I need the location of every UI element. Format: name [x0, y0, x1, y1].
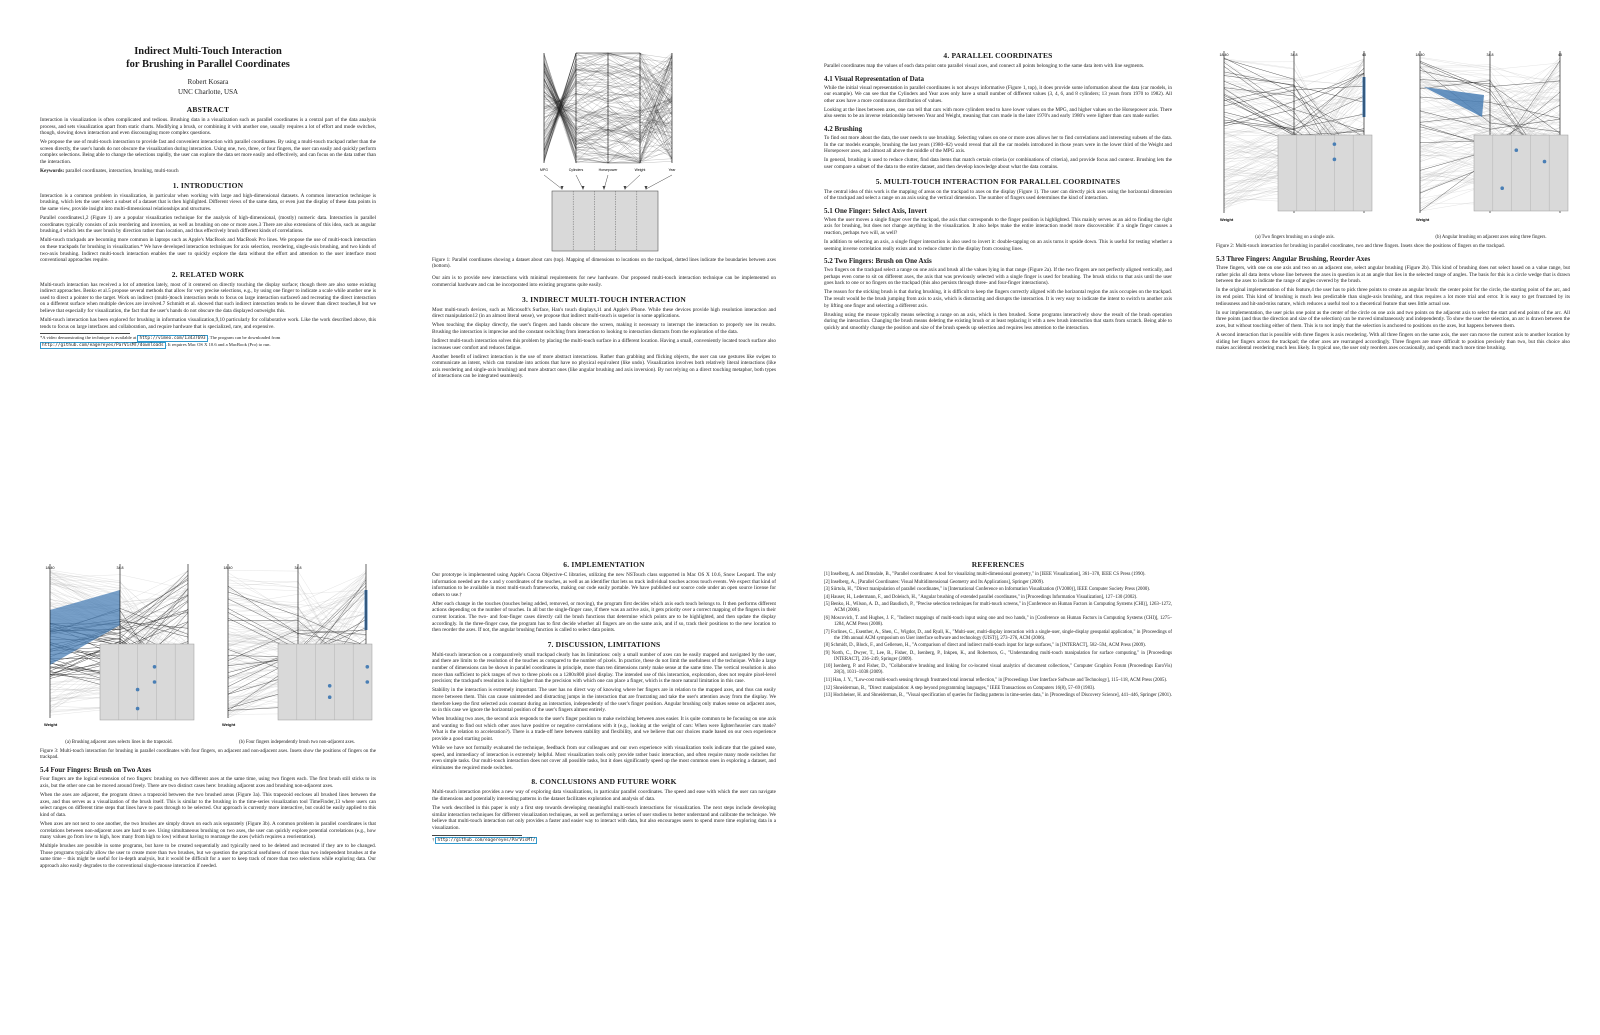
- page-6: [400, 518, 800, 1035]
- finger-position: [153, 680, 157, 684]
- figure-2b-caption: (b) Angular brushing on adjacent axes using three fingers.: [1435, 235, 1547, 240]
- finger-position: [1500, 186, 1504, 190]
- figure-2-caption: Figure 2: Multi-touch interaction for brushing in parallel coordinates, two and three fingers. Insets show the positions of fingers on the trackpad.: [1216, 244, 1505, 249]
- weight-axis-label: Weight: [1416, 217, 1430, 222]
- body-paragraph: Another benefit of indirect interaction is the use of more abstract interactions. Rather than grabbing and flicking objects, the user can use gestures like swipes to communicate an intent, which can translate into actions that have no physical equivalent (like undo). Visualization involves both relatively literal interactions (like axis reordering and single-axis brushing) and more abstract ones (like angular brushing and axis inversion). By not relying on a direct touching metaphor, both types of interactions can be integrated seamlessly.: [432, 353, 776, 380]
- mapping-arrow: [646, 175, 672, 189]
- body-paragraph: Most multi-touch devices, such as Microsoft's Surface, Han's touch displays,11 and Apple's iPhone. While these devices provide high resolution interaction and direct manipulation12 (in an almost literal sense), we propose that indirect multi-touch is superior in some applications.: [432, 306, 776, 320]
- references-heading: REFERENCES: [971, 560, 1025, 569]
- source-code-link[interactable]: http://github.com/eagereyes/ParVisMT/: [437, 837, 536, 843]
- figure-2: [1216, 45, 1570, 241]
- finger-position: [1543, 160, 1547, 164]
- arrow-head: [582, 186, 585, 190]
- axis-label: MPG: [540, 168, 548, 172]
- author: Robert Kosara: [187, 78, 229, 86]
- figure-3: [40, 558, 376, 746]
- subsection-heading: 4.2 Brushing: [824, 125, 863, 134]
- weight-axis-label: Weight: [1220, 217, 1234, 222]
- mapping-arrow: [544, 175, 562, 189]
- body-paragraph: Indirect multi-touch interaction solves this problem by placing the multi-touch surface in a different location. Having a small, conveniently located touch surface also increases user comfort and reduces fatigue.: [432, 337, 776, 351]
- abstract-paragraph: Interaction in visualization is often complicated and tedious. Brushing data in a visualization such as parallel coordinates is a central part of the data analysis process, and sets visualization apart from static charts. Modifying a brush, or combining it with another one, usually requires a lot of effort and mode switches, though, slowing down interaction and even discouraging more complex questions.: [40, 117, 376, 137]
- body-paragraph: Our aim is to provide new interactions with minimal requirements for new hardware. Our proposed multi-touch interaction technique can be implemented on commercial hardware and can be incorporated into existing programs quite easily.: [432, 275, 776, 288]
- figure-2b-graphic: [1412, 45, 1570, 235]
- reference-item: [8] Schmidt, D., Block, F., and Gellersen, H., "A comparison of direct and indirect multi-touch input for large surfaces," in [INTERACT], 582–594, ACM Press (2009).: [824, 643, 1146, 649]
- trackpad-inset: [278, 644, 372, 720]
- figure-1-caption: Figure 1: Parallel coordinates showing a dataset about cars (top). Mapping of dimensions to locations on the trackpad, dotted lines indicate the boundaries between axes (bottom).: [432, 258, 776, 270]
- body-paragraph: Multi-touch interaction provides a new way of exploring data visualizations, in particular parallel coordinates. The speed and ease with which the user can navigate the dimensions and potentially interesting patterns in the dataset facilitates exploration and analysis of data.: [432, 789, 776, 803]
- figure-2b: [1412, 45, 1570, 241]
- body-paragraph: To find out more about the data, the user needs to use brushing. Selecting values on one or more axes allows her to find correlations and interesting subsets of the data. In the car models example, brushing the last years (1980–82) would reveal that all the car models introduced in those years were in the lower third of the Weight and Horsepower axes, and almost all above the middle of the MPG axis.: [824, 135, 1172, 155]
- abstract-heading: ABSTRACT: [186, 105, 230, 114]
- body-paragraph: When axes are not next to one another, the two brushes are simply drawn on each axis separately (Figure 3b). A common problem in parallel coordinates is that correlations between non-adjacent axes are hard to see. Using simultaneous brushing on two axes, the user can quickly explore potential correlations (e.g., how many values go from low to high, how many from high to low) without having to rearrange the axes (which requires a reorientation).: [40, 820, 376, 841]
- footnote: *A video demonstrating the technique is available at http://vimeo.com/13437693 . The program can be downloaded from http://github.com/eagereyes/ParVisMT/downloads . It requires Mac OS X 10.6 and a MacBook (Pro) to run.: [40, 335, 281, 348]
- axis-label: 18.40: [45, 566, 55, 570]
- reference-item: [2] Inselberg, A., [Parallel Coordinates: Visual Multidimensional Geometry and Its Applications], Springer (2009).: [824, 579, 1045, 585]
- axis-label: 18.40: [1415, 53, 1425, 57]
- axis-label: 34.8: [1486, 53, 1494, 57]
- subsection-heading: 5.3 Three Fingers: Angular Brushing, Reorder Axes: [1216, 255, 1371, 264]
- body-paragraph: In general, brushing is used to reduce clutter, find data items that match certain criteria (or combinations of criteria), and provide focus and context. Brushing lets the user compare a subset of the data to the entire dataset, and then develop knowledge about what the data contains.: [824, 157, 1172, 170]
- reference-item: [13] Hochheiser, H. and Shneiderman, B., "Visual specification of queries for finding patterns in time-series data," in [Proceedings of Discovery Science], 441–446, Springer (2001).: [824, 693, 1172, 699]
- finger-position: [1333, 158, 1337, 162]
- body-paragraph: In our implementation, the user picks one point as the center of the circle on one axis and two points on the adjacent axis to select the start and end points of the arc. All three points (and thus the direction and size of the selection) can be moved simultaneously and independently. To show the user the selection, an arc is drawn between the axes, but without touching either of them. This is to not imply that the selection is anchored to positions on the axes, but happens between them.: [1216, 309, 1570, 329]
- finger-position: [328, 684, 332, 688]
- reference-item: [3] Siirtola, H., "Direct manipulation of parallel coordinates," in [International Conference on Information Visualization (IV2000)], IEEE Computer Society Press (2000).: [824, 587, 1151, 593]
- section-heading: 7. DISCUSSION, LIMITATIONS: [547, 639, 661, 649]
- trackpad-inset: [100, 644, 194, 720]
- body-paragraph: The reason for the sticking brush is that during brushing, it is difficult to keep the fingers correctly aligned with the horizontal region the axis occupies on the trackpad. The result would be the brush jumping from axis to axis, which is distracting and disrupts the interaction. It is very easy to indicate the intent to switch to another axis by lifting one finger and selecting a different axis.: [824, 289, 1172, 309]
- arrow-head: [603, 186, 606, 190]
- body-paragraph: Parallel coordinates map the values of each data point onto parallel visual axes, and connect all points belonging to the same data item with line segments.: [824, 63, 1145, 69]
- mapping-arrow: [625, 175, 640, 189]
- data-polyline: [228, 590, 366, 644]
- axis-label: Horsepower: [598, 168, 618, 172]
- section-heading: 6. IMPLEMENTATION: [563, 560, 645, 569]
- reference-item: [4] Hauser, H., Ledermann, F., and Doleisch, H., "Angular brushing of extended parallel coordinates," in [Proceedings Information Visualization], 127–130 (2002).: [824, 594, 1138, 600]
- finger-position: [366, 665, 370, 669]
- figure-3b-graphic: [218, 558, 376, 740]
- page-2: [400, 0, 800, 517]
- reference-list: [824, 572, 1172, 699]
- page-3: [800, 0, 1200, 517]
- video-link[interactable]: http://vimeo.com/13437693: [139, 336, 206, 342]
- abstract-paragraph: We propose the use of multi-touch interaction to provide fast and convenient interaction with parallel coordinates. By using a multi-touch trackpad rather than the screen directly, the user's hands do not obscure the visualization during interaction. Using one, two, three, or four fingers, the user can easily and quickly perform complex selections. Being able to change the selections rapidly, the user can explore the data set more easily and effectively, and can focus on the data rather than the interaction.: [40, 139, 376, 166]
- data-polyline: [50, 575, 188, 590]
- figure-3-caption: Figure 3: Multi-touch interaction for brushing in parallel coordinates with four fingers, on adjacent and non-adjacent axes. Insets show the positions of fingers on the trackpad.: [40, 749, 376, 761]
- body-paragraph: Three fingers, with one on one axis and two on an adjacent one, select angular brushing (Figure 2b). This kind of brushing does not select based on a value range, but rather picks all data items whose line between the axes in question is at an angle that lies in the selected range of angles. The basis for this is a circle wedge that is drawn between the axes to indicate the range of angles covered by the brush.: [1216, 265, 1570, 285]
- axis-label: 18.40: [223, 566, 233, 570]
- finger-position: [328, 695, 332, 699]
- figure-3a: [40, 558, 198, 746]
- section-heading: 8. CONCLUSIONS AND FUTURE WORK: [531, 777, 677, 787]
- body-paragraph: Interaction is a common problem in visualization, in particular when working with large and high-dimensional datasets. A common interaction technique is brushing, which lets the user select a subset of a dataset that is then highlighted. Different views of the same data, or even just the display of these data points in the same view, provide insight into multi-dimensional relationships and structures.: [40, 192, 376, 212]
- axis-label: 34.8: [294, 566, 302, 570]
- section-heading: 1. INTRODUCTION: [172, 180, 244, 190]
- body-paragraph: The central idea of this work is the mapping of areas on the trackpad to axes on the display (Figure 1). The user can directly pick axes using the horizontal dimension of the trackpad and select a range on an axis using the vertical dimension. The number of fingers used determines the kind of interaction.: [824, 188, 1172, 202]
- body-paragraph: Parallel coordinates1,2 (Figure 1) are a popular visualization technique for the analysis of high-dimensional, (mostly) numeric data. Interaction in parallel coordinates typically consists of axis reordering and inversion, as well as brushing on one or more axes.3 There are also extensions of this idea, such as angular brushing,4 which lets the user brush by direction rather than location, and thus effectively brush different kinds of correlations.: [40, 215, 376, 235]
- reference-item: [7] Forlines, C., Esenther, A., Shen, C., Wigdor, D., and Ryall, K., "Multi-user, multi-display interaction with a single-user, single-display geospatial application," in [Proceedings of the 19th annual ACM symposium on User interface software and technology (UIST)], 273–276, ACM (2006).: [824, 629, 1172, 641]
- footnote: † http://github.com/eagereyes/ParVisMT/: [432, 836, 536, 843]
- subsection-heading: 5.1 One Finger: Select Axis, Invert: [824, 206, 927, 215]
- body-paragraph: While the initial visual representation in parallel coordinates is not always informative (Figure 1, top), it does provide some information about the data (car models, in our example). We can see that the Cylinders and Year axes only have a small number of different values (3, 4, 6, and 8 cylinders; 13 years from 1970 to 1982). All other axes have a more continuous distribution of values.: [824, 84, 1172, 104]
- keywords: Keywords: parallel coordinates, interaction, brushing, multi-touch: [40, 168, 179, 175]
- subsection-heading: 4.1 Visual Representation of Data: [824, 74, 925, 83]
- body-paragraph: In the original implementation of this feature,4 the user has to pick three points to create an angular brush: the center point for the circle, the starting point of the arc, and its end point. This kind of brushing is much less predictable than single-axis brushing, and thus requires a lot more trial and error. It is easy to get frustrated by its tediousness and hit-and-miss nature, which reduces a useful tool to a theoretical feature that sees little actual use.: [1216, 287, 1570, 307]
- page-5: [0, 518, 400, 1035]
- mapping-arrows: [544, 175, 672, 190]
- finger-position: [366, 680, 370, 684]
- axis-label: 34.8: [116, 566, 124, 570]
- reference-item: [11] Han, J. Y., "Low-cost multi-touch sensing through frustrated total internal reflection," in [Proceedings User Interface Software and Technology], 115–118, ACM Press (2005).: [824, 677, 1168, 683]
- figure-2a-graphic: [1216, 45, 1374, 235]
- axis-label: Cylinders: [568, 168, 584, 172]
- affiliation: UNC Charlotte, USA: [177, 88, 239, 96]
- figure-1: [432, 45, 776, 255]
- body-paragraph: Multi-touch interaction on a comparatively small trackpad clearly has its limitations: only a small number of axes can be easily mapped and navigated by the user, and there are limits to the resolution of the touches as compared to the number of pixels. In practice, these do not limit the usefulness of the technique. While a large number of dimensions can be shown in parallel coordinates in principle, more than ten dimensions rarely make sense at the same time. The vertical resolution is also more than sufficient to pick ranges of two to three pixels on a 1280x800 pixel display. The intended use of this interaction, exploration, does not require pixel-level precision; the trackpad's resolution is also higher than the precision with which one can place a finger, which is the more natural limitation in this case.: [432, 651, 776, 685]
- body-paragraph: Looking at the lines between axes, one can tell that cars with more cylinders tend to have lower values on the MPG, and higher values on the Horsepower axis. There also seems to be an inverse relationship between Year and Weight, meaning that cars made in the later 1970's and early 1980's were lighter than cars made earlier.: [824, 106, 1172, 120]
- finger-position: [153, 665, 157, 669]
- reference-item: [5] Benko, H., Wilson, A. D., and Baudisch, P., "Precise selection techniques for multi-touch screens," in [Conference on Human Factors in Computing Systems (CHI)], 1263–1272, ACM (2006).: [824, 602, 1172, 614]
- figure-2a: [1216, 45, 1374, 241]
- finger-position: [1515, 148, 1519, 152]
- trackpad-inset: [1278, 135, 1372, 211]
- figure-3a-caption: (a) Brushing adjacent axes selects lines in the trapezoid.: [65, 740, 173, 745]
- body-paragraph: The work described in this paper is only a first step towards developing meaningful multi-touch interactions for visualization. The next steps include developing similar interaction techniques for different visualization techniques, as well as performing a series of user studies to better understand and calibrate the technique. We believe that multi-touch interaction not only provides a faster and easier way to interact with data, but also encourages users to spend more time exploring data in a visualization.: [432, 805, 776, 831]
- paper-title: Indirect Multi-Touch Interaction for Brushing in Parallel Coordinates: [126, 46, 290, 70]
- body-paragraph: In addition to selecting an axis, a single finger interaction is also used to invert it: double-tapping on an axis turns it upside down. This is useful for testing whether a seeming inverse correlation really exists and to reduce clutter in the display from crossing lines.: [824, 239, 1172, 252]
- body-paragraph: When the axes are adjacent, the program draws a trapezoid between the two brushed areas (Figure 3a). This trapezoid encloses all brushed lines between the axes, and thus serves as a visualization of the brush itself. This is similar to the brushing in the time-series visualization tool TimeFinder,13 where users can select ranges on different time steps that lines have to pass through to be selected. Our approach is currently more interactive, but could be easily applied to this kind of data.: [40, 792, 376, 818]
- axis-label: 34.8: [1290, 53, 1298, 57]
- figure-3b: [218, 558, 376, 746]
- figure-3b-caption: (b) Four fingers independently brush two non-adjacent axes.: [239, 740, 355, 745]
- body-paragraph: Brushing using the mouse typically means selecting a range on an axis, which is then brushed. Some programs interactively show the result of the brush operation during the interaction. Changing the brush means deleting the existing brush or at least replacing it with a new brush interaction that starts from scratch. Being able to quickly and smoothly change the position and size of the brush speeds up selection and requires less attention to the interaction.: [824, 311, 1172, 331]
- finger-position: [136, 707, 140, 711]
- body-paragraph: When touching the display directly, the user's fingers and hands obscure the screen, making it necessary to interrupt the interaction to properly see its results. Brushing the interaction is imprecise and the constant switching from interaction to looking to interaction distracts from the exploration of the data.: [432, 322, 776, 335]
- body-paragraph: A second interaction that is possible with three fingers is axis reordering. With all three fingers on the same axis, the user can move the current axis to another location by sliding her fingers across the trackpad; the other axes are rearranged accordingly. Three fingers are more difficult to position precisely than two, but this choice also makes accidental reordering much less likely. In typical use, the user only reorders axes occasionally, and spends much more time brushing.: [1216, 332, 1570, 352]
- reference-item: [12] Shneiderman, B., "Direct manipulation: A step beyond programming languages," IEEE Transactions on Computers 16(8), 57–69 (1983).: [824, 685, 1096, 691]
- figure-3a-graphic: [40, 558, 198, 740]
- reference-item: [10] Isenberg, P. and Fisher, D., "Collaborative brushing and linking for co-located visual analytics of document collections," Computer Graphics Forum (Proceedings EuroVis) 28(3), 1031–1038 (2009).: [824, 664, 1172, 676]
- axis-label: 45: [1558, 53, 1562, 57]
- page-7: [800, 518, 1200, 1035]
- weight-axis-label: Weight: [44, 722, 58, 727]
- reference-item: [9] North, C., Dwyer, T., Lee, B., Fisher, D., Isenberg, P., Inkpen, K., and Robertson, G., "Understanding multi-touch manipulation for surface computing," in [Proceedings INTERACT], 236–249, Springer (2009).: [824, 650, 1172, 662]
- axis-label: Weight: [634, 168, 646, 172]
- body-paragraph: Stability in the interaction is extremely important. The user has no direct way of knowing where her fingers are in relation to the mapped axes, and thus can easily move between them. This can cause unintended and distracting jumps in the interaction that are frustrating and take the user's attention away from the display. We therefore keep the first selected axis constant during an interaction, independently of the user's finger position. Angular brushing only makes sense on adjacent axes, so in this case we ignore the horizontal position of the user's fingers almost entirely.: [432, 687, 776, 714]
- subsection-heading: 5.4 Four Fingers: Brush on Two Axes: [40, 766, 152, 775]
- reference-item: [6] Moscovich, T. and Hughes, J. F., "Indirect mappings of multi-touch input using one and two hands," in [Conference on Human Factors in Computing Systems (CHI)], 1275–1284, ACM Press (2008).: [824, 615, 1172, 627]
- trackpad: [552, 191, 658, 251]
- axis-label: Year: [668, 168, 676, 172]
- body-paragraph: While we have not formally evaluated the technique, feedback from our colleagues and our own experience with visualization tools indicate that the gained ease, speed, and immediacy of interaction is extremely helpful. Most visualization tools only provide rather basic interaction, and often require many mode switches for even simple tasks. Our multi-touch interaction does not cover all possible tasks, but it does significantly speed up the most common ones in exploring a dataset, and eliminates the required mode switches.: [432, 745, 776, 771]
- page-4: [1200, 0, 1600, 517]
- finger-position: [1333, 142, 1337, 146]
- axis-label-group: [540, 168, 676, 172]
- body-paragraph: Multi-touch trackpads are becoming more common in laptops such as Apple's MacBook and MacBook Pro lines. We propose the use of multi-touch interaction on these trackpads for brushing in visualization.* We have developed interaction techniques for axis selection, reordering, single-axis brushing, and two kinds of two-axis brushing. Indirect multi-touch interaction enables the user to quickly explore the data without the effort and attention to the user interface most conventional approaches require.: [40, 237, 376, 264]
- subsection-heading: 5.2 Two Fingers: Brush on One Axis: [824, 257, 932, 266]
- reference-item: [1] Inselberg, A. and Dimsdale, B., "Parallel coordinates: A tool for visualizing multi-dimensional geometry," in [IEEE Visualization], 361–378, IEEE CS Press (1990).: [824, 572, 1146, 577]
- body-paragraph: Multiple brushes are possible in some programs, but have to be created sequentially and typically need to be deleted and recreated if they are to be changed. Those programs typically allow the user to create more than two brushes, but we question the practical usefulness of more than two independent brushes at the same time – this might be useful for in-depth analysis, but it would be difficult for a user to keep track of more than two selections while exploring data. Our approach also easily degrades to the conventional single-mouse interaction if needed.: [40, 843, 376, 870]
- axis-label: 18.40: [1219, 53, 1229, 57]
- body-paragraph: Multi-touch interaction has been explored for brushing in information visualization,9,10 particularly for collaborative work. Like the work described above, this tends to focus on large interfaces and collaboration, and require hardware that is specialized, rare, and expensive.: [40, 317, 376, 330]
- figure-1-graphic: [524, 45, 684, 255]
- body-paragraph: Our prototype is implemented using Apple's Cocoa Objective-C libraries, utilizing the new NSTouch class supported in Mac OS X 10.6, Snow Leopard. The only information needed are the x and y coordinates of the touches, as well as an identifier that lets us track individual touches across touch events. We expect that kind of information to be available in most multi-touch frameworks, making our code easily portable. We have published our source code under an open source license for others to use.†: [432, 572, 776, 598]
- weight-axis-label: Weight: [222, 722, 236, 727]
- body-paragraph: Multi-touch interaction has received a lot of attention lately, most of it centered on directly touching the display surface; though there are also some existing indirect approaches. Benko et al.5 propose several methods that allow for very precise selections, e.g., by using one finger to indicate a scale while another one is used to direct a pointer to the target. Work on indirect (multi-)touch interaction tends to focus on large interaction surfaces6 and recreating the direct interaction on a different surface when multiple devices are involved.7 Schmidt et al. showed that such indirect interaction tends to be slower than direct touches,8 but we believe that especially for visualization, the fact that the user's hands do not obscure the data displayed outweighs this.: [40, 281, 376, 315]
- body-paragraph: Two fingers on the trackpad select a range on one axis and brush all the values lying in that range (Figure 2a). If the two fingers are not perfectly aligned vertically, and perhaps even come to sit on different axes, the axis that was previously selected with a single finger is used for brushing. The brush sticks to that axis until the user goes back to one or no fingers on the trackpad (this also persists through three- and four-finger interactions).: [824, 267, 1172, 287]
- section-heading: 4. PARALLEL COORDINATES: [943, 51, 1053, 60]
- figure-2a-caption: (a) Two fingers brushing on a single axis.: [1255, 235, 1335, 240]
- page-1: [0, 0, 400, 517]
- finger-position: [136, 688, 140, 692]
- section-heading: 5. MULTI-TOUCH INTERACTION FOR PARALLEL COORDINATES: [875, 176, 1121, 186]
- trackpad-inset: [1474, 135, 1568, 211]
- section-heading: 3. INDIRECT MULTI-TOUCH INTERACTION: [522, 294, 686, 304]
- section-heading: 2. RELATED WORK: [171, 269, 245, 279]
- arrow-head: [645, 186, 648, 190]
- download-link[interactable]: http://github.com/eagereyes/ParVisMT/downloads: [42, 342, 164, 348]
- body-paragraph: Four fingers are the logical extension of two fingers: brushing on two different axes at the same time, using two fingers each. The first brush still sticks to its axis, but the other one can be moved around freely. There are two distinct cases here: brushing adjacent axes and brushing non-adjacent axes.: [40, 776, 376, 789]
- axis-label: 45: [1362, 53, 1366, 57]
- body-paragraph: When the user moves a single finger over the trackpad, the axis that corresponds to the finger position is highlighted. This mainly serves as an aid to finding the right axis for brushing, but does not change anything in the visualization. It also helps make the entire interaction model more discoverable: if a single finger causes a reaction, perhaps two will, as well?: [824, 216, 1172, 236]
- body-paragraph: When brushing two axes, the second axis responds to the user's finger position to make switching between axes easier. It is quite common to be focusing on one axis and wanting to find out which other axes have positive or negative correlations with it (e.g., looking at the weight of cars: When were lighter/heavier cars made? What is the relation to acceleration?). There is a trade-off here between stability and flexibility, and we believe that our choices made based on our own experience provide a good starting point.: [432, 716, 776, 742]
- body-paragraph: After each change in the touches (touches being added, removed, or moving), the program first decides which axis each touch belongs to. It then performs different actions depending on the number of touches. In all but the single-finger case, if there was an active axis, it gets priority over a correct mapping of the fingers in their current location. The two- and four-finger cases directly call the brush functions that determine which points are to be highlighted, and then update the display accordingly. In the three-finger case, the program has to first decide whether all fingers are on the same axis, and if so, track their positions to the new location to then reorder the axes. If not, the angular brushing function is called to select data points.: [432, 600, 776, 634]
